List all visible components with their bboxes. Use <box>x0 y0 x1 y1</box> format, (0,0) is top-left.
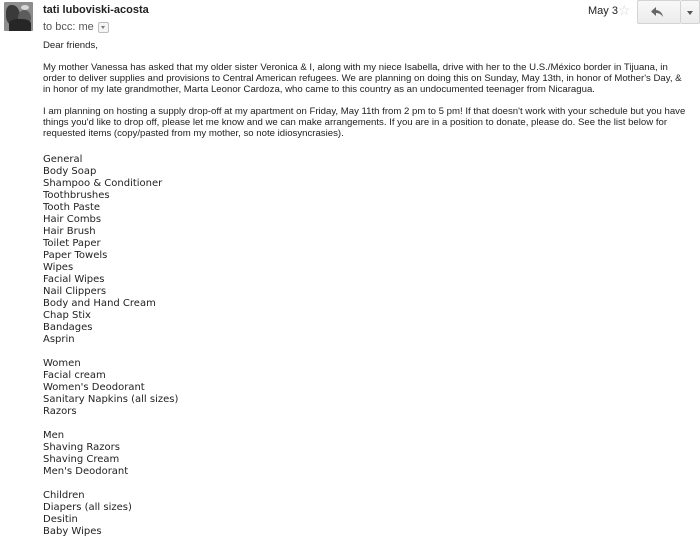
list-item: Wipes <box>43 262 74 273</box>
paragraph: My mother Vanessa has asked that my older sister Veronica & I, along with my niece Isabella, drive with her to the U.S./México border in Tijuana, in order to deliver supplies and provisions to Central American refugees. We are planning on doing this on Sunday, May 13th, in honor of Mother's Day, & in honor of my late grandmother, Marta Leonor Cardoza, who came to this country as an undocumented teenager from Nicaragua. <box>43 62 682 95</box>
list-item: Men's Deodorant <box>43 466 129 477</box>
list-item: Paper Towels <box>43 250 108 261</box>
list-item: Razors <box>43 406 77 417</box>
list-item: Body Soap <box>43 166 97 177</box>
list-item: Desitin <box>43 514 78 525</box>
list-item: Tooth Paste <box>43 202 101 213</box>
list-item: Bandages <box>43 322 93 333</box>
reply-button[interactable] <box>637 0 681 24</box>
message-body <box>43 40 688 150</box>
list-item: Asprin <box>43 334 75 345</box>
list-item: Baby Wipes <box>43 526 102 537</box>
list-item: Facial Wipes <box>43 274 105 285</box>
section-heading: Children <box>43 490 85 501</box>
list-item: Toilet Paper <box>43 238 101 249</box>
list-item: Chap Stix <box>43 310 91 321</box>
list-item: Body and Hand Cream <box>43 298 156 309</box>
recipients-text: to bcc: me <box>43 21 94 33</box>
paragraph: I am planning on hosting a supply drop-off at my apartment on Friday, May 11th from 2 pm to 5 pm! If that doesn't work with your schedule but you have things you'd like to drop off, please let me know and we can make arrangements. If you are in a position to donate, please do. See the list below for requested items (copy/pasted from my mother, so note idiosyncrasies). <box>43 106 686 139</box>
list-item: Women's Deodorant <box>43 382 145 393</box>
list-item: Facial cream <box>43 370 106 381</box>
list-item: Hair Combs <box>43 214 102 225</box>
list-item: Shampoo & Conditioner <box>43 178 163 189</box>
spacer <box>43 418 178 430</box>
sender-name[interactable]: tati luboviski-acosta <box>43 4 149 16</box>
section-heading: Men <box>43 430 65 441</box>
list-item: Toothbrushes <box>43 190 110 201</box>
list-item: Sanitary Napkins (all sizes) <box>43 394 179 405</box>
sender-avatar <box>4 2 33 31</box>
list-item: Hair Brush <box>43 226 96 237</box>
list-item: Shaving Cream <box>43 454 120 465</box>
recipients-line <box>43 21 109 33</box>
more-actions-button[interactable] <box>681 0 700 24</box>
greeting: Dear friends, <box>43 40 98 51</box>
spacer <box>43 346 178 358</box>
star-icon[interactable]: ☆ <box>618 2 631 18</box>
section-heading: General <box>43 154 83 165</box>
message-date: May 3 <box>588 5 618 17</box>
reply-arrow-icon <box>651 7 663 17</box>
section-heading: Women <box>43 358 81 369</box>
supply-list <box>43 154 178 538</box>
spacer <box>43 478 178 490</box>
list-item: Shaving Razors <box>43 442 120 453</box>
list-item: Diapers (all sizes) <box>43 502 132 513</box>
chevron-down-icon[interactable] <box>98 22 109 33</box>
list-item: Nail Clippers <box>43 286 107 297</box>
